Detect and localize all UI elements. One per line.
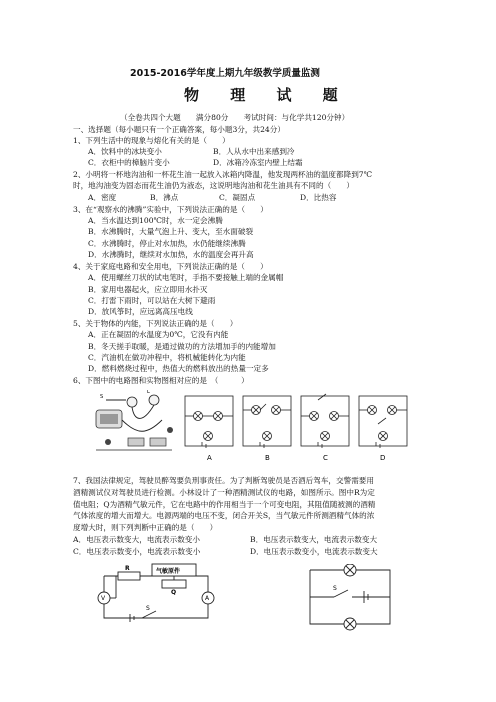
q7-option-b: B．电压表示数变大，电流表示数变大 (250, 535, 378, 544)
q5-option-b: B．冬天搓手取暖，是通过做功的方法增加手的内能增加 (88, 342, 276, 351)
exam-title: 2015-2016学年度上期九年级教学质量监测 (130, 68, 320, 79)
q7-fig-sensor-label: 气敏原件 (156, 568, 181, 575)
q7-line5: 度增大时，则下列判断中正确的是（ ） (73, 523, 218, 532)
q6-stem: 6、下图中的电路图和实物图相对应的是 （ ） (73, 376, 249, 385)
q7-fig-r-label: R (125, 565, 130, 572)
svg-text:L: L (147, 390, 150, 395)
q7-option-d: D．电压表示数变小，电流表示数变大 (250, 547, 378, 556)
q3-option-b: B．水沸腾时，大量气泡上升、变大，至水面破裂 (88, 227, 254, 236)
q2-option-a: A．密度 (88, 193, 117, 202)
q1-option-c: C．衣柜中的樟脑片变小 (88, 158, 170, 167)
svg-text:S: S (100, 394, 104, 400)
q3-option-a: A．当水温达到100℃时，水一定会沸腾 (88, 216, 223, 225)
q5-option-d: D．燃料燃烧过程中，热值大的燃料放出的热量一定多 (88, 364, 269, 373)
q5-option-c: C．汽油机在做功冲程中，将机械能转化为内能 (88, 353, 246, 362)
q6-physical-circuit (92, 390, 178, 460)
exam-info: （全卷共四个大题 满分80分 考试时间：与化学共120分钟） (120, 113, 350, 122)
q2-option-b: B．沸点 (150, 193, 179, 202)
section-heading: 一、选择题（每小题只有一个正确答案，每小题3分，共24分） (73, 125, 285, 134)
q4-option-c: C．打雷下雨时，可以站在大树下避雨 (88, 296, 216, 305)
q5-option-a: A．正在凝固的水温度为0℃，它没有内能 (88, 330, 229, 339)
q3-option-d: D．水沸腾时，继续对水加热，水的温度会再升高 (88, 250, 254, 259)
q2-option-c: C．凝固点 (219, 193, 256, 202)
q7-fig-q-label: Q (171, 589, 177, 596)
q2-option-d: D．比热容 (300, 193, 337, 202)
q1-option-d: D．冰箱冷冻室内壁上结霜 (213, 158, 303, 167)
subject-title: 物 理 试 题 (184, 86, 351, 104)
q1-option-a: A．饮料中的冰块变小 (88, 147, 162, 156)
q6-label-a: A (207, 454, 212, 462)
q7-fig-v-label: V (101, 595, 106, 602)
q4-option-a: A．使用螺丝刀状的试电笔时，手指不要接触上端的金属帽 (88, 273, 284, 282)
q7-line4: 气体浓度的增大而增大。电源两端的电压不变，闭合开关S，当气敏元件所测酒精气体的浓 (73, 511, 375, 520)
q7-line2: 酒精测试仪对驾驶员进行检测。小林设计了一种酒精测试仪的电路，如图所示。图中R为定 (73, 488, 375, 497)
q1-stem: 1、下列生活中的现象与熔化有关的是（ ） (73, 136, 230, 145)
right-lamp-circuit (300, 564, 400, 632)
q6-label-c: C (323, 454, 328, 462)
q3-stem: 3、在“观察水的沸腾”实验中，下列说法正确的是（ ） (73, 205, 268, 214)
q6-circuit-options (180, 388, 418, 464)
q7-alcohol-tester-circuit (96, 560, 216, 628)
q7-fig-a-label: A (205, 595, 210, 602)
q7-option-a: A．电压表示数变大，电流表示数变小 (73, 535, 200, 544)
q3-option-c: C．水沸腾时，停止对水加热，水仍能继续沸腾 (88, 239, 246, 248)
q1-option-b: B．人从水中出来感到冷 (213, 147, 295, 156)
q6-label-b: B (265, 454, 270, 462)
q2-line2: 时，地沟油变为固态而花生油仍为液态，这说明地沟油和花生油具有不同的（ ） (73, 181, 354, 190)
q7-fig-s-label: S (146, 605, 150, 612)
q7-option-c: C．电压表示数变小，电流表示数变小 (73, 547, 201, 556)
q2-line1: 2、小明将一杯地沟油和一杯花生油一起放入冰箱内降温，他发现两杯油的温度都降到7℃ (73, 170, 373, 179)
q7-line3: 值电阻；Q为酒精气敏元件，它在电路中的作用相当于一个可变电阻，其阻值随被测的酒精 (73, 500, 376, 509)
q7-line1: 7、我国法律规定，驾驶员醉驾要负刑事责任。为了判断驾驶员是否酒后驾车，交警需要用 (73, 476, 374, 485)
q4-option-b: B．家用电器起火，应立即用水扑灭 (88, 285, 208, 294)
q4-stem: 4、关于家庭电路和安全用电，下列说法正确的是（ ） (73, 262, 268, 271)
q5-stem: 5、关于物体的内能，下列说法正确的是（ ） (73, 319, 238, 328)
q4-option-d: D．放风筝时，应远离高压电线 (88, 307, 193, 316)
right-fig-s-label: S (333, 585, 337, 592)
q6-label-d: D (380, 454, 386, 462)
